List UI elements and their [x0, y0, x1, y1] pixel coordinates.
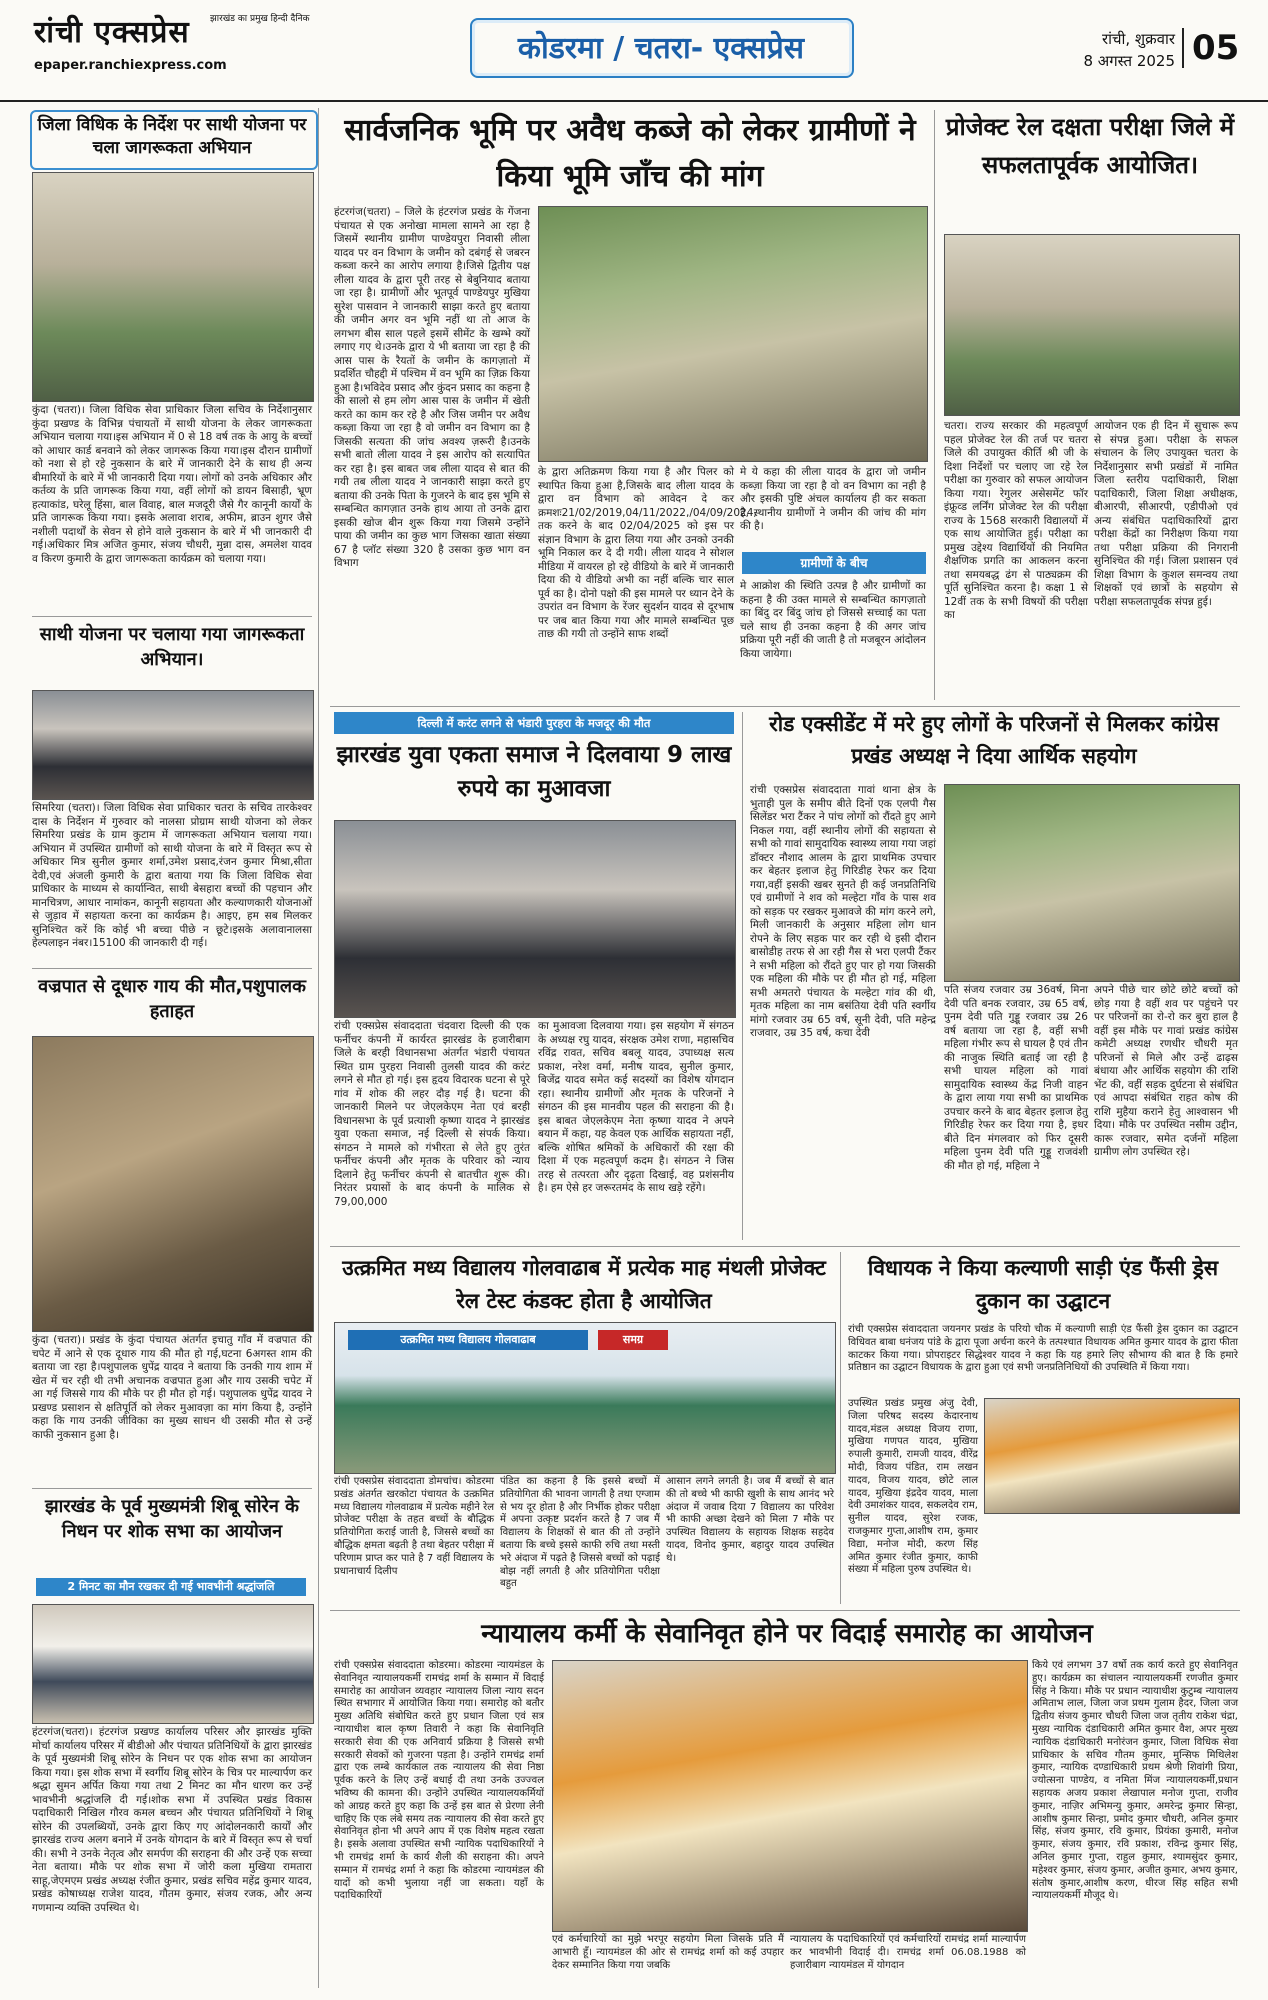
article-body: का मुआवजा दिलवाया गया। इस सहयोग में संगठन के अध्यक्ष रघु यादव, संरक्षक उमेश राणा, महासचिव रविंद्र रावत, सचिव बबलू यादव, उपाध्यक्ष सत्य प्रकाश, नरेश वर्मा, मनीष यादव, सुनील कुमार, बिजेंद्र यादव समेत कई सदस्यों का विशेष योगदान रहा। स्थानीय ग्रामीणों और मृतक के परिजनों ने संगठन की इस मानवीय पहल की सराहना की है। इस बाबत जेएलकेएम नेता कृष्णा यादव ने अपने बयान में कहा, यह केवल एक आर्थिक सहायता नहीं, बल्कि शोषित श्रमिकों के अधिकारों की रक्षा की दिशा में एक महत्वपूर्ण कदम है। संगठन ने जिस तरह से तत्परता और दृढ़ता दिखाई, वह प्रशंसनीय है। हम ऐसे हर जरूरतमंद के साथ खड़े रहेंगे। — [538, 1020, 734, 1194]
school-signboard: उत्क्रमित मध्य विद्यालय गोलवाढाब — [348, 1330, 588, 1350]
article-body: सिमरिया (चतरा)। जिला विधिक सेवा प्राधिकार चतरा के सचिव तारकेश्वर दास के निर्देशन में गुरुवार को नालसा प्रोग्राम साथी योजना को लेकर सिमरिया प्रखंड के ग्राम कुटाम में जागरूकता अभियान चलाया गया। अभियान में उपस्थित ग्रामीणों को साथी योजना के बारे में विस्तृत रूप से अधिकार मित्र सुनील कुमार शर्मा,उमेश प्रसाद,रंजन कुमार मिश्रा,सीता देवी,एवं अंजली कुमारी के द्वारा बताया गया कि जिला विधिक सेवा प्राधिकार के माध्यम से कार्यान्वित, साथी बेसहारा बच्चों की पहचान और मानचित्रण, आधार नामांकन, कानूनी सहायता और कल्याणकारी योजनाओं से जुड़ाव में सहायता करना का कार्यक्रम है। आइए, हम सब मिलकर सुनिश्चित करें कि कोई भी बच्चा पीछे न छूटे।इसके अलावानालसा हेल्पलाइन नंबर।15100 की जानकारी दी गई। — [32, 802, 312, 949]
epaper-link[interactable]: epaper.ranchiexpress.com — [34, 58, 227, 73]
column-divider — [742, 712, 743, 1240]
article-body: रांची एक्सप्रेस संवाददाता कोडरमा। कोडरमा न्यायमंडल के सेवानिवृत न्यायालयकर्मी रामचंद्र शर्मा के सम्मान में विदाई समारोह का आयोजन व्यवहार न्यायालय जिला न्याय सदन स्थित सभागार में आयोजित किया गया। समारोह को बतौर मुख्य अतिथि संबोधित करते हुए प्रधान जिला एवं सत्र न्यायाधीश बाल कृष्ण तिवारी ने कहा कि सेवानिवृति सरकारी सेवा की एक अनिवार्य प्रक्रिया है जिससे सभी सरकारी सेवकों को गुजरना पड़ता है। उन्होंने रामचंद्र शर्मा द्वारा एक लम्बे कार्यकाल तक न्यायालय की सेवा निष्ठा पूर्वक करने के लिए उन्हें बधाई दी तथा उनके उज्ज्वल भविष्य की कामना की। उन्होंने उपस्थित न्यायालयकर्मियों को आग्रह करते हुए कहा कि उन्हें इस बात से प्रेरणा लेनी चाहिए कि एक लंबे समय तक न्यायालय की सेवा करते हुए सेवानिवृत होना भी अपने आप में एक विशेष महत्व रखता है। इसके अलावा उपस्थित सभी न्यायिक पदाधिकारियों ने भी रामचंद्र शर्मा के कार्य शैली की सराहना की। अपने सम्मान में रामचंद्र शर्मा ने कहा कि कोडरमा न्यायमंडल की यादों को कभी भुलाया नहीं जा सकता। यहाँ के पदाधिकारियों — [334, 1660, 544, 1902]
article-body: न्यायालय के पदाधिकारियों एवं कर्मचारियों रामचंद्र शर्मा माल्यार्पण कर भावभीनी विदाई दी। रामचंद्र शर्मा 06.08.1988 को हजारीबाग न्यायमंडल में योगदान — [790, 1934, 1026, 1971]
inauguration-photo — [984, 1398, 1240, 1514]
divider — [32, 1488, 312, 1489]
article-headline: झारखंड के पूर्व मुख्यमंत्री शिबू सोरेन के निधन पर शोक सभा का आयोजन — [45, 1496, 299, 1542]
classroom-photo — [32, 172, 314, 402]
column-divider — [934, 110, 935, 700]
article-body: आसान लगने लगती है। जब मैं बच्चों से बात की तो बच्चे भी काफी खुशी के साथ आनंद भरे अंदाज में जवाब दिया 7 विद्यालय का परिवेश भी काफी अच्छा देखने को मिला 7 मौके पर उपस्थित विद्यालय के सहायक शिक्षक सहदेव यादव, विनोद कुमार, बहादुर यादव उपस्थित थे। — [666, 1476, 834, 1564]
article-body: एवं कर्मचारियों का मुझे भरपूर सहयोग मिला जिसके प्रति मैं आभारी हूँ। न्यायमंडल की ओर से रामचंद्र शर्मा को कई उपहार देकर सम्मानित किया गया जबकि — [552, 1934, 784, 1971]
article-headline: वज्रपात से दूधारु गाय की मौत,पशुपालक हताहत — [38, 976, 306, 1022]
article-headline: जिला विधिक के निर्देश पर साथी योजना पर चला जागरूकता अभियान — [37, 115, 307, 158]
issue-date: 8 अगस्त 2025 — [1083, 52, 1175, 70]
kicker-tag: दिल्ली में करंट लगने से भंडारी पुरहरा के मजदूर की मौत — [334, 712, 734, 734]
dateline — [1060, 28, 1175, 72]
divider — [32, 968, 312, 969]
samagra-signboard: समग्र — [598, 1330, 668, 1350]
subhead-tag: 2 मिनट का मौन रखकर दी गई भावभीनी श्रद्धांजलि — [36, 1578, 306, 1596]
article-body: रांची एक्सप्रेस संवाददाता चंदवारा दिल्ली की एक फर्नीचर कंपनी में कार्यरत झारखंड के हजारीबाग जिले के बरही विधानसभा अंतर्गत भंडारी पंचायत स्थित ग्राम पुरहरा निवासी तुलसी यादव की करंट लगने से मौत हो गई। इस हृदय विदारक घटना से पूरे गांव में शोक की लहर दौड़ गई है। घटना की जानकारी मिलने पर जेएलकेएम नेता एवं बरही विधानसभा के पूर्व प्रत्याशी कृष्णा यादव ने झारखंड युवा एकता समाज, नई दिल्ली से संपर्क किया। संगठन ने मामले को गंभीरता से लेते हुए तुरंत फर्नीचर कंपनी और मृतक के परिवार को न्याय दिलाने हेतु फर्नीचर कंपनी से बातचीत शुरू की। निरंतर प्रयासों के बाद कंपनी के मालिक से 79,00,000 — [334, 1020, 530, 1208]
brand-logo: रांची एक्सप्रेस — [34, 15, 190, 50]
condolence-visit-photo — [944, 784, 1240, 982]
lead-body: मे ये कहा की लीला यादव के द्वारा जो जमीन कब्ज़ा किया जा रहा है वो वन विभाग का नही है और इसकी पुष्टि अंचल कार्यालय ही कर सकता है, स्थानीय ग्रामीणों ने जमीन की जांच की मांग की है। — [740, 466, 926, 532]
city-day: रांची, शुक्रवार — [1101, 30, 1175, 48]
article-body: उपस्थित प्रखंड प्रमुख अंजु देवी, जिला परिषद सदस्य केदारनाथ यादव,मंडल अध्यक्ष विजय राणा, मुखिया गणपत यादव, मुखिया रुपाली कुमारी, रामजी यादव, वीरेंद्र मोदी, विजय पंडित, राम लखन यादव, विजय यादव, छोटे लाल यादव, मुखिया इंद्रदेव यादव, माला देवी उमाशंकर यादव, सकलदेव राम, सुनील यादव, सुरेश रजक, राजकुमार गुप्ता,आशीष राम, कुमार विद्या, मनोज मोदी, करण सिंह अमित कुमार रंजीत कुमार, काफी संख्या में महिला पुरुष उपस्थित थे। — [848, 1398, 978, 1576]
article-headline: विधायक ने किया कल्याणी साड़ी एंड फैंसी ड्रेस दुकान का उद्घाटन — [867, 1256, 1219, 1313]
article-headline: साथी योजना पर चलाया गया जागरूकता अभियान। — [39, 624, 305, 670]
article-body: रांची एक्सप्रेस संवाददाता जयनगर प्रखंड के परियो चौक में कल्याणी साड़ी एंड फैंसी ड्रेस दुकान का उद्घाटन विधिवत बाबा धनंजय पांडे के द्वारा पूजा अर्चना करने के तत्पश्चात विधायक अमित कुमार यादव के द्वारा फीता काटकर किया गया। प्रोपराइटर सिद्धेश्वर यादव ने कहा कि यह हमारे लिए सौभाग्य की बात है कि हमारे प्रतिष्ठान का उद्घाटन विधायक के द्वारा हुआ एवं सभी जनप्रतिनिधियों की उपस्थिति में किया गया। — [848, 1324, 1238, 1374]
compensation-group-photo — [334, 820, 736, 1018]
section-title: कोडरमा / चतरा- एक्सप्रेस — [517, 31, 805, 66]
article-body: कुंदा (चतरा)। जिला विधिक सेवा प्राधिकार जिला सचिव के निर्देशानुसार कुंदा प्रखण्ड के विभिन्न पंचायतों में साथी योजना के लेकर जागरूकता अभियान चलाया गया।इस अभियान में 0 से 18 वर्ष तक के आयु के बच्चों को आधार कार्ड बनवाने को लेकर जागरूक किया गया।इस दौरान ग्रामीणों को नशा से हो रहे नुकसान के बारे में जानकारी देने के साथ ही अन्य बीमारियों के बारे में भी जानकारी दिया गया। लोगों को उनके अधिकार और कर्तव्य के प्रति जागरूक किया गया, वहीं लोगों को डायन बिसाही, भ्रूण हत्याकांड, घरेलू हिंसा, बाल विवाह, बाल मजदूरी जैसे गैर कानूनी कार्यों के प्रति जागरूक किया गया। इसके अलावा शराब, अफीम, ब्राउन शुगर जैसे नशीली पदार्थों के सेवन से होने वाले नुकसान के बारे में भी जानकारी दी गई।अधिकार मित्र अजित कुमार, संजय चौधरी, मुन्ना दास, अमलेश यादव व किरण कुमारी के द्वारा जागरूकता कार्यक्रम को चलाया गया। — [32, 404, 312, 565]
article-body: अपने पीछे चार छोटे छोटे बच्चों को छोड़ गया है वहीं शव पर पहुंचने पर पर परिजनों का रो-रो कर बुरा हाल है वहीं इस मौके पर गावां प्रखंड कांग्रेस कमेटी अध्यक्ष रणधीर चौधरी मृत परिजनों से मिले और उन्हें ढाढ़स बंधाया और आर्थिक सहयोग की राशि भेंट की, वहीं सड़क दुर्घटना से संबंधित एवं आपदा संबंधित राहत कोष की राशि मुहैया कराने हेतु आश्वासन भी दिया। मौके पर उपस्थित नसीम उद्दीन, कारू रजवार, समेत दर्जनों महिला ग्रामीण लोग उपस्थित रहे। — [1094, 984, 1238, 1158]
divider — [330, 1610, 1240, 1611]
article-body: आयोजन एक ही दिन में सुचारू रूप से संपन्न हुआ। परीक्षा के सफल संचालन के लिए उपायुक्त चतरा के निर्देशानुसार सभी प्रखंडों में नामित जिला स्तरीय पदाधिकारी, शिक्षा पदाधिकारी, जिला शिक्षा अधीक्षक, बीआरपी, सीआरपी, एडीपीओ एवं अन्य संबंधित पदाधिकारियों द्वारा परीक्षा केंद्रों का निरीक्षण किया गया तथा परीक्षा प्रक्रिया की निगरानी सुनिश्चित की गई। जिला प्रशासन एवं शिक्षा विभाग के कुशल समन्वय तथा शिक्षकों एवं छात्रों के सहयोग से परीक्षा सफलतापूर्वक संपन्न हुई। — [1094, 420, 1238, 608]
condolence-meeting-photo — [32, 1604, 314, 1724]
villagers-photo — [538, 206, 928, 462]
article-body: कुंदा (चतरा)। प्रखंड के कुंदा पंचायत अंतर्गत इचातु गाँव में वज्रपात की चपेट में आने से एक दूधारु गाय की मौत हो गई,घटना 6अगस्त शाम की बताया जा रहा है।पशुपालक धुपेंद्र यादव ने बताया कि उनकी गाय शाम में खेत में चर रही थी तभी अचानक वज्रपात हुआ और गाय उसकी चपेट में आ गई जिससे गाय की मौके पर ही मौत हो गई। पशुपालक धुपेंद्र यादव ने प्रखण्ड प्रसाशन से क्षतिपूर्ति को लेकर मुआवज़ा का मांग किया है, उन्होंने कहा कि गाय उनकी जीविका का मुख्य साधन थी उसकी मौत से उन्हें काफी नुकसान हुआ है। — [32, 1334, 312, 1441]
farewell-ceremony-photo — [552, 1660, 1028, 1932]
exam-hall-photo — [944, 234, 1240, 416]
article-body: रांची एक्सप्रेस संवाददाता डोमचांच। कोडरमा प्रखंड अंतर्गत खरकोटा पंचायत के उत्क्रमित मध्य विद्यालय गोलवाढाब में प्रत्येक महीने रेल प्रोजेक्ट परीक्षा के तहत बच्चों के बौद्धिक प्रतियोगिता कराई जाती है, जिससे बच्चों का बौद्धिक क्षमता बढ़ती है तथा बेहतर परीक्षा में परिणाम प्राप्त कर पाते है 7 वहीं विद्यालय के प्रधानाचार्य दिलीप — [334, 1476, 494, 1577]
column-divider — [840, 1252, 841, 1604]
divider — [32, 616, 312, 617]
article-headline: रोड एक्सीडेंट में मरे हुए लोगों के परिजनों से मिलकर कांग्रेस प्रखंड अध्यक्ष ने दिया आर्थिक सहयोग — [769, 712, 1219, 768]
lead-body: हंटरगंज(चतरा) – जिले के हंटरगंज प्रखंड के गेंजना पंचायत से एक अनोखा मामला सामने आ रहा है जिसमें स्थानीय ग्रामीण पाण्डेयपुरा निवासी लीला यादव पर वन विभाग के जमीन को दबंगई से जबरन कब्जा करने का आरोप लगाया है।जिसे द्वितीय पक्ष लीला यादव के द्वारा पूरी तरह से बेबुनियाद बताया जा रहा है। ग्रामीणों और भूतपूर्व पाण्डेयपुर मुखिया सुरेश पासवान ने जानकारी साझा करते हुए बताया की जमीन अगर वन भूमि नहीं था तो आज के लगभग बीस साल पहले इसमें सीमेंट के खम्भे क्यों लगाए गए थे।उनके द्वारा ये भी बताया जा रहा है की आस पास के रैयतों के जमीन के कागज़ातो में प्रदर्शित चौहद्दी में पश्चिम में वन भूमि का ज़िक्र किया हुआ है।भविदेव प्रसाद और कुंदन प्रसाद का कहना है की सालो से हम लोग आस पास के जमीन में खेती करते का काम कर रहे है और जिस जमीन पर अवैध कब्ज़ा किया जा रहा है वो जमीन वन विभाग का है जिसकी सत्यता की जांच अवश्य ज़रूरी है।उनके सभी बातो लीला यादव ने इस आरोप को सत्यापित कर रहा है। इस बाबत जब लीला यादव से बात की गयी तब लीला यादव ने जानकारी साझा करते हुए बताया की उनके पिता के गुजरने के बाद इस भूमि से सम्बन्धित कागज़ात उनके हाथ आया तो उनके द्वारा इसकी खोज बीन शुरू किया गया जिसमे उन्होंने पाया की जमीन का कुछ भाग जिसका खाता संख्या 67 है प्लॉट संख्या 320 है उसका कुछ भाग वन विभाग — [334, 206, 530, 569]
article-body: किये एवं लगभग 37 वर्षो तक कार्य करते हुए सेवानिवृत हुए। कार्यक्रम का संचालन न्यायालयकर्मी रणजीत कुमार सिंह ने किया। मौके पर प्रधान न्यायाधीश कुटुम्ब न्यायालय अमिताभ लाल, जिला जज प्रथम गुलाम हैदर, जिला जज द्वितीय संजय कुमार चौधरी जिला जज तृतीय राकेश चंद्रा, मुख्य न्यायिक दंडाधिकारी अमित कुमार वैश, अपर मुख्य न्यायिक दंडाधिकारी मनोरंजन कुमार, जिला विधिक सेवा प्राधिकार के सचिव गौतम कुमार, मुन्सिफ मिथिलेश कुमार, न्यायिक दण्डाधिकारी प्रथम श्रेणी शिवांगी प्रिया, ज्योत्सना पाण्डेय, व नमिता मिंज न्यायालयकर्मी,प्रधान सहायक अजय प्रकाश लेखापाल मनोज गुप्ता, राजीव कुमार, नाज़िर अभिमन्यु कुमार, अमरेन्द्र कुमार सिन्हा, आशीष कुमार सिन्हा, प्रमोद कुमार चौधरी, अनिल कुमार सिंह, संजय कुमार, रवि कुमार, प्रियंका कुमारी, मनोज कुमार, संजय कुमार, रवि प्रकाश, रविन्द्र कुमार सिंह, अनिल कुमार गुप्ता, राहुल कुमार, श्यामसुंदर कुमार, महेश्वर कुमार, संजय कुमार, अजीत कुमार, अभय कुमार, संतोष कुमार,आशीष करण, धीरज सिंह सहित सभी न्यायालयकर्मी मौजूद थे। — [1032, 1660, 1238, 1902]
article-body: हंटरगंज(चतरा)। हंटरगंज प्रखण्ड कार्यालय परिसर और झारखंड मुक्ति मोर्चा कार्यालय परिसर में बीडीओ और पंचायत प्रतिनिधियों के द्वारा झारखंड के पूर्व मुख्यमंत्री शिबू सोरेन के निधन पर एक शोक सभा का आयोजन किया गया। इस शोक सभा में स्वर्गीय शिबू सोरेन के चित्र पर माल्यार्पण कर श्रद्धा सुमन अर्पित किया गया तथा 2 मिनट का मौन धारण कर उन्हें भावभीनी श्रद्धांजलि दी गई।शोक सभा में उपस्थित प्रखंड विकास पदाधिकारी निखिल गौरव कमल बच्चन और पंचायत प्रतिनिधियों ने शिबू सोरेन की उपलब्धियों, उनके द्वारा किए गए आंदोलनकारी कार्यों और झारखंड राज्य अलग बनाने में उनके योगदान के बारे में विस्तृत रूप से चर्चा की। सभी ने उनके नेतृत्व और समर्पण की सराहना की और उन्हें एक सच्चा नेता बताया। मौके पर शोक सभा में जोरी कला मुखिया रामतारा साहू,जेएमएम प्रखंड अध्यक्ष रंजीत कुमार, प्रखंड सचिव महेंद्र कुमार यादव, प्रखंड कोषाध्यक्ष राजेश यादव, गौतम कुमार, संजय रजक, और अन्य गणमान्य व्यक्ति उपस्थित थे। — [32, 1726, 312, 1914]
article-body: पति संजय रजवार उम्र 36वर्ष, मिना देवी पति बनक रजवार, उम्र 65 वर्ष, पुनम देवी पति गुड्डू रजवार उम्र 26 वर्ष बताया जा रहा है, वहीं सभी महिला गंभीर रूप से घायल है एवं तीन की नाजुक स्थिति बताई जा रही है सभी घायल महिला को गावां सामुदायिक स्वास्थ्य केंद्र निजी वाहन के द्वारा लाया गया सभी का प्राथमिक उपचार करने के बाद बेहतर इलाज हेतु गिरिडीह रेफर कर दिया गया है, इधर बीते दिन मंगलवार को फिर दूसरी महिला पुनम देवी पति गुड्डू राजवंशी की मौत हो गई, महिला ने — [944, 984, 1088, 1172]
article-headline: झारखंड युवा एकता समाज ने दिलवाया 9 लाख रुपये का मुआवजा — [336, 742, 732, 802]
lead-subhead: ग्रामीणों के बीच — [742, 552, 926, 574]
article-headline: न्यायालय कर्मी के सेवानिवृत होने पर विदाई समारोह का आयोजन — [481, 1619, 1093, 1649]
page-number: 05 — [1182, 28, 1239, 68]
lead-body: के द्वारा अतिक्रमण किया गया है और पिलर को स्थापित किया हुआ है,जिसके बाद लीला यादव के द्वारा वन विभाग को आवेदन दे कर क्रमशः21/02/2019,04/11/2022,/04/09/2024, तक करने के बाद 02/04/2025 को इस पर संज्ञान विभाग के द्वारा लिया गया और उनको उनकी भूमि निकाल कर दे दी गयी। लीला यादव ने सोशल मीडिया में वायरल हो रहे वीडियो के बारे में जानकारी दिया की ये वीडियो अभी का नहीं बल्कि चार साल पूर्व का है। दोनो पक्षो की इस मामले पर ध्यान देने के उपरांत वन विभाग के रेंजर सुदर्शन यादव से दूरभाष पर जब बात किया गया और मामले सम्बन्धित पूछ ताछ की गयी तो उन्होंने साफ शब्दों — [538, 466, 757, 640]
awareness-campaign-photo — [32, 690, 314, 800]
article-body: चतरा। राज्य सरकार की महत्वपूर्ण पहल प्रोजेक्ट रेल की तर्ज पर चतरा जिले की उपायुक्त कीर्ति श्री जी के दिशा निर्देशों पर चलाए जा रहे रेल परीक्षा का गुरुवार को सफल आयोजन किया गया। रेगुलर असेसमेंट फॉर इंफ्रूव्ड लर्निंग प्रोजेक्ट रेल की परीक्षा राज्य के 1568 सरकारी विद्यालयों में एक साथ आयोजित हुई। परीक्षा का प्रमुख उद्देश्य विद्यार्थियों की नियमित शैक्षणिक प्रगति का आकलन करना तथा समयबद्ध ढंग से पाठ्यक्रम की पूर्ति सुनिश्चित करना है। कक्षा 1 से 12वीं तक के सभी विषयों की परीक्षा का — [944, 420, 1088, 621]
brand-tagline: झारखंड का प्रमुख हिन्दी दैनिक — [210, 14, 310, 24]
dead-cow-photo — [32, 1036, 314, 1332]
lead-headline: सार्वजनिक भूमि पर अवैध कब्जे को लेकर ग्रामीणों ने किया भूमि जाँच की मांग — [344, 113, 916, 194]
lead-body: मे आक्रोश की स्थिति उत्पन्न है और ग्रामीणों का कहना है की उक्त मामले से सम्बन्धित कागज़ातो का बिंदु दर बिंदु जांच हो जिससे सच्चाई का पता चले साथ ही उनका कहना है की अगर जांच प्रक्रिया पूरी नहीं की जाती है तो मजबूरन आंदोलन किया जायेगा। — [740, 580, 926, 660]
article-headline: प्रोजेक्ट रेल दक्षता परीक्षा जिले में सफलतापूर्वक आयोजित। — [945, 113, 1235, 179]
divider — [330, 706, 1240, 707]
article-headline: उत्क्रमित मध्य विद्यालय गोलवाढाब में प्रत्येक माह मंथली प्रोजेक्ट रेल टेस्ट कंडक्ट होता है आयोजित — [342, 1256, 826, 1313]
divider — [330, 1246, 1240, 1247]
article-body: रांची एक्सप्रेस संवाददाता गावां थाना क्षेत्र के भुताही पुल के समीप बीते दिनों एक एलपी गैस सिलेंडर भरा टैंकर ने पांच लोगों को रौंदते हुए आगे निकल गया, वहीं स्थानीय लोगों की सहायता से सभी को गावां सामुदायिक स्वास्थ्य लाया गया जहां डॉक्टर नौशाद आलम के द्वारा प्राथमिक उपचार कर बेहतर इलाज हेतु गिरिडीह रेफर कर दिया गया,वहीं इसकी खबर सुनते ही कई जनप्रतिनिधि एवं ग्रामीणों ने शव को मल्हेटा गाँव के पास शव को सड़क पर रखकर मुआवजे की मांग करने लगे, मिली जानकारी के अनुसार महिला लोग धान रोपने के लिए सड़क पार कर रही थे इसी दौरान बासोडीह तरफ से आ रही गैस से भरा एलपी टैंकर ने सभी महिला को रौंदते हुए पार हो गया जिसकी एक महिला की मौके पर ही मौत हो गई, महिला सभी अमतरो पंचायत के मल्हेटा गांव की थी, मृतक महिला का नाम बसंतिया देवी पति स्वर्गीय मांगो रजवार उम्र 65 वर्ष, सूनी देवी, पति महेन्द्र राजवार, उम्र 35 वर्ष, कचा देवी — [750, 784, 936, 1039]
article-body: पंडित का कहना है कि इससे बच्चों में प्रतियोगिता की भावना जागती है तथा एग्जाम से भय दूर होता है और निर्भीक होकर परीक्षा में अपना उत्कृष्ट प्रदर्शन करते है 7 जब मैं विद्यालय के शिक्षकों से बात की तो उन्होंने बताया कि बच्चे इससे काफी रुचि तथा मस्ती भरे अंदाज में पढ़ते है जिससे बच्चों को पढ़ाई बोझ नहीं लगती है और प्रतियोगिता परीक्षा बहुत — [500, 1476, 660, 1590]
